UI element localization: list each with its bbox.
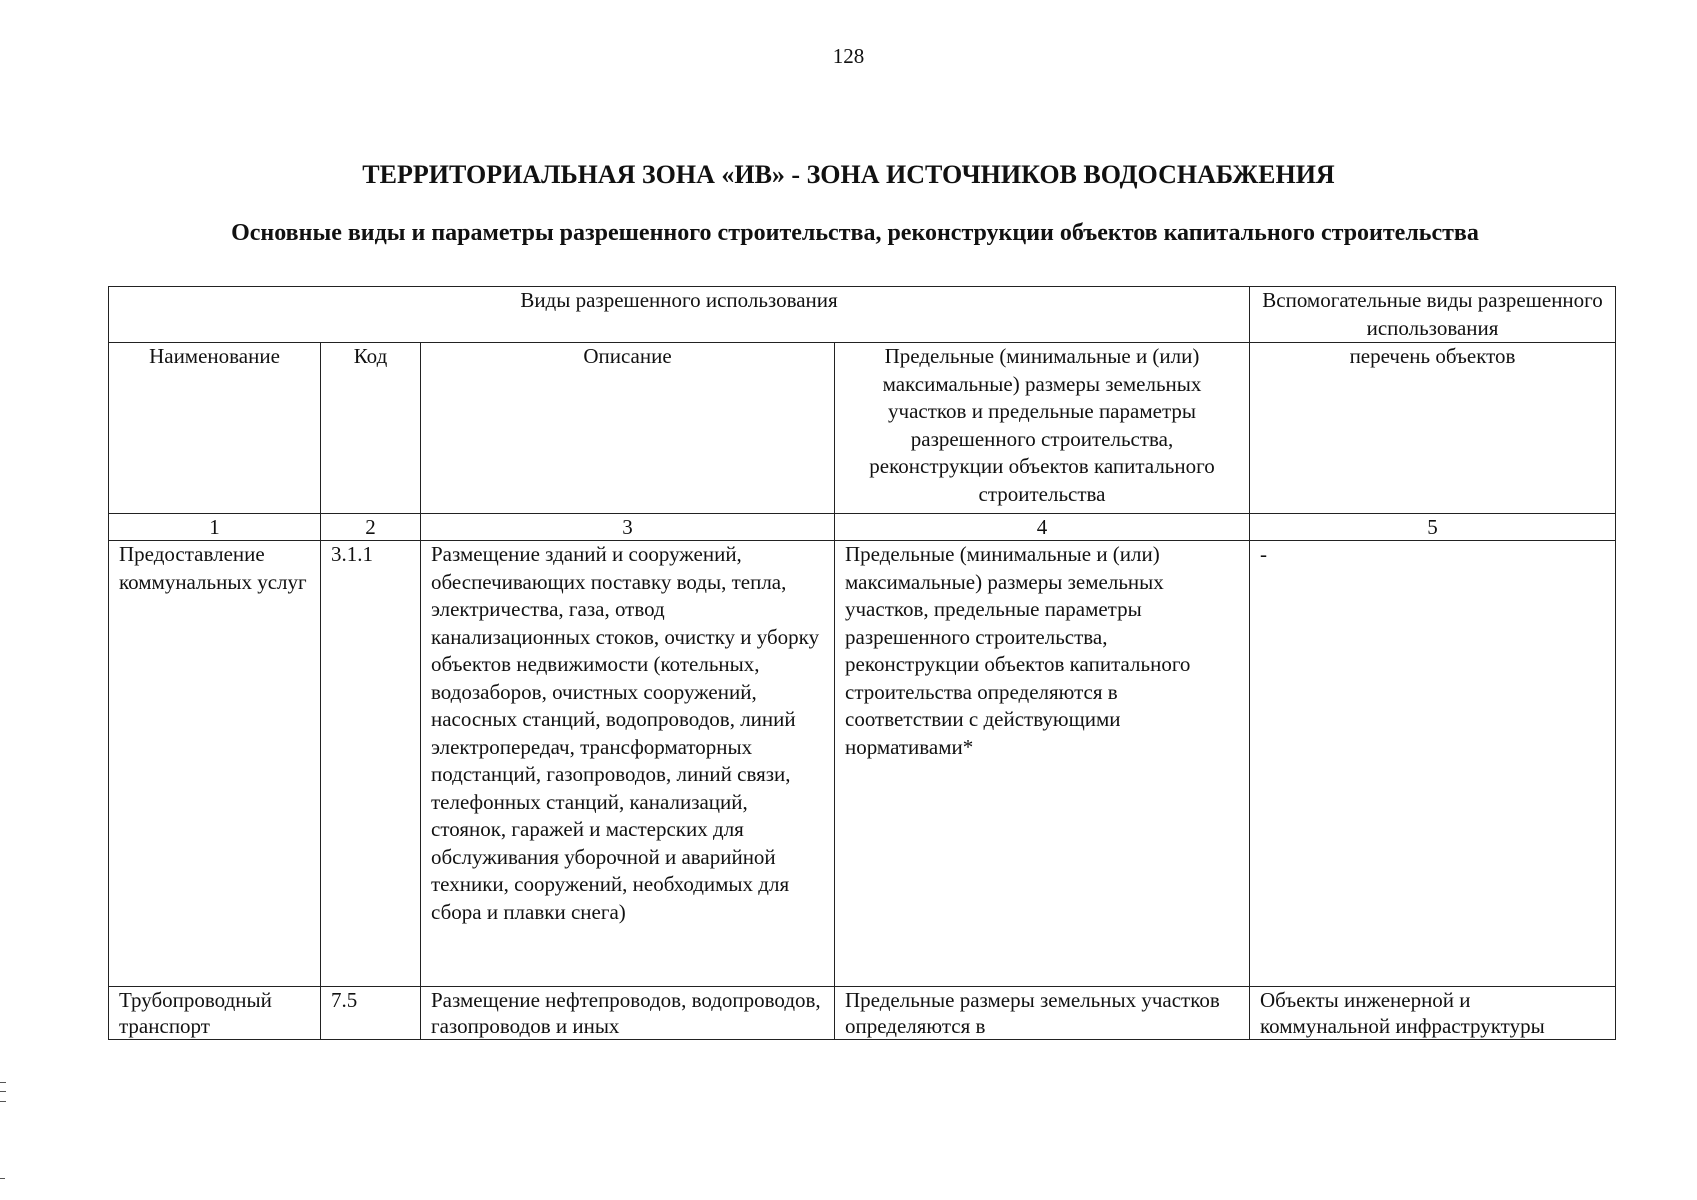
column-number: 1: [109, 514, 321, 541]
cell-description-text: Размещение нефтепроводов, водопроводов, газопроводов и иных: [431, 988, 821, 1038]
cell-code-text: 7.5: [331, 988, 358, 1012]
cell-description: Размещение зданий и сооружений, обеспечивающих поставку воды, тепла, электричества, газа, отвод канализационных стоков, очистку и уборку объектов недвижимости (котельных, водозаборов, очистных сооружений, насосных станций, водопроводов, линий электропередач, трансформаторных подстанций, газопроводов, линий связи, телефонных станций, канализаций, стоянок, гаражей и мастерских для обслуживания уборочной и аварийной техники, сооружений, необходимых для сбора и плавки снега): [421, 541, 835, 987]
page-number: 128: [832, 44, 865, 68]
cell-limits-text: Предельные размеры земельных участков определяются в: [845, 988, 1220, 1038]
group-header-main: Виды разрешенного использования: [109, 287, 1250, 343]
table-subtitle: Основные виды и параметры разрешенного строительства, реконструкции объектов капитального строительства: [231, 220, 1479, 246]
table-column-header-row: [109, 343, 1616, 514]
binding-mark: [0, 1082, 6, 1102]
cell-limits: Предельные (минимальные и (или) максимальные) размеры земельных участков, предельные параметры разрешенного строительства, реконструкции объектов капитального строительства определяются в соответствии с действующими нормативами*: [835, 541, 1250, 987]
column-number: 4: [835, 514, 1250, 541]
cell-limits: [835, 987, 1250, 1040]
column-number: 5: [1250, 514, 1616, 541]
cell-code: 3.1.1: [321, 541, 421, 987]
cell-name: [109, 987, 321, 1040]
table-group-header-row: [109, 287, 1616, 343]
cell-name: Предоставление коммунальных услуг: [109, 541, 321, 987]
column-header-code: Код: [321, 343, 421, 514]
cell-name-text: Трубопроводный транспорт: [119, 988, 272, 1038]
cell-aux-objects-text: Объекты инженерной и коммунальной инфраструктуры: [1260, 988, 1545, 1038]
table-row: [109, 541, 1616, 987]
land-use-table: [108, 286, 1616, 1040]
column-number: 2: [321, 514, 421, 541]
group-header-aux: Вспомогательные виды разрешенного использования: [1250, 287, 1616, 343]
table-row: [109, 987, 1616, 1040]
column-header-name: Наименование: [109, 343, 321, 514]
cell-aux-objects: [1250, 987, 1616, 1040]
column-header-limits: Предельные (минимальные и (или) максимальные) размеры земельных участков и предельные параметры разрешенного строительства, реконструкции объектов капитального строительства: [835, 343, 1250, 514]
column-header-description: Описание: [421, 343, 835, 514]
cell-aux-objects: -: [1250, 541, 1616, 987]
column-number: 3: [421, 514, 835, 541]
column-number-row: [109, 514, 1616, 541]
cell-code: [321, 987, 421, 1040]
cell-description: [421, 987, 835, 1040]
margin-dash: [0, 1178, 5, 1179]
zone-title: ТЕРРИТОРИАЛЬНАЯ ЗОНА «ИВ» - ЗОНА ИСТОЧНИКОВ ВОДОСНАБЖЕНИЯ: [362, 160, 1335, 189]
column-header-objects: перечень объектов: [1250, 343, 1616, 514]
